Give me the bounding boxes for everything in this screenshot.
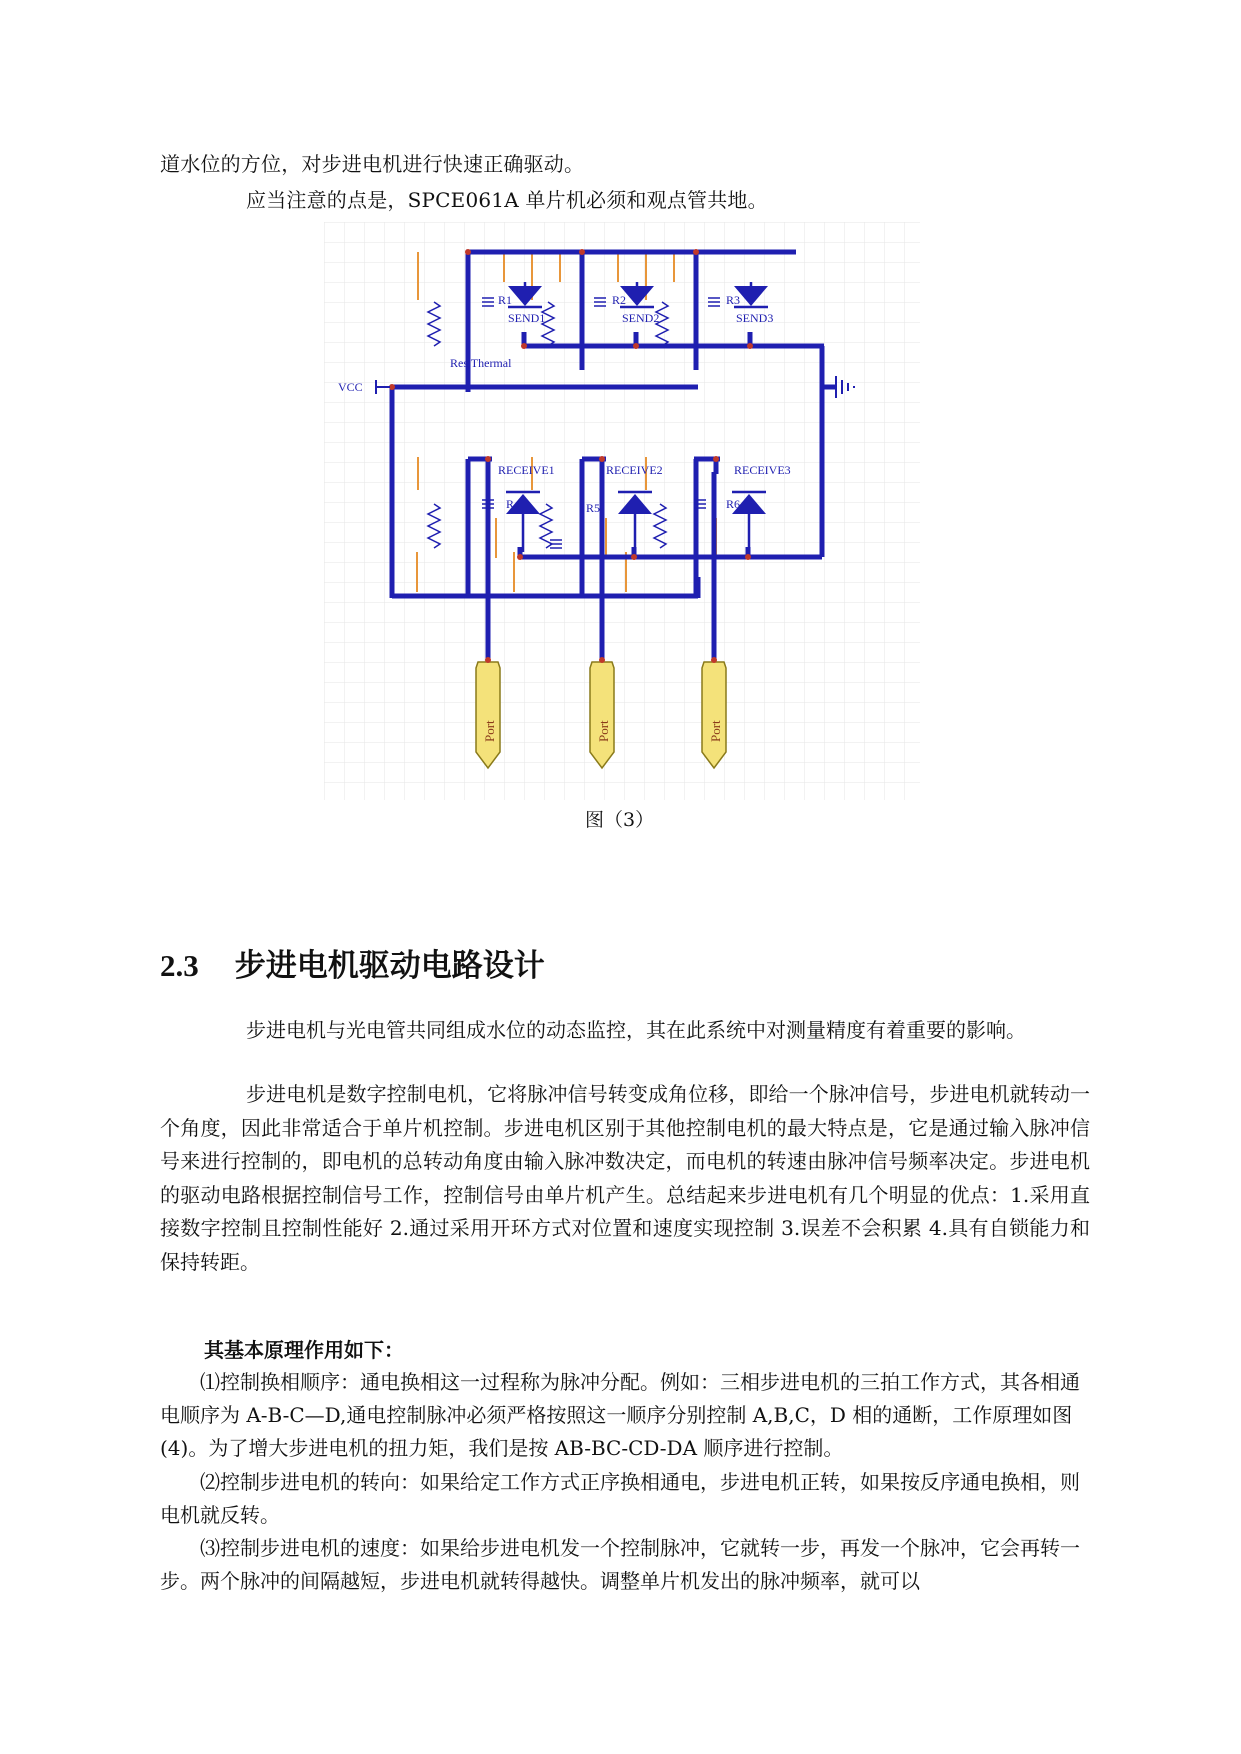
section-heading	[160, 940, 545, 985]
port-label-2: Port	[596, 720, 611, 742]
send3-label: SEND3	[736, 311, 774, 325]
intro-line-1: 道水位的方位，对步进电机进行快速正确驱动。	[160, 152, 585, 176]
send1-label: SEND1	[508, 311, 546, 325]
port-connector-1	[476, 662, 500, 768]
vcc-label: VCC	[338, 380, 363, 394]
paragraph-1	[160, 1014, 1090, 1048]
paragraph-2-text: 步进电机是数字控制电机，它将脉冲信号转变成角位移，即给一个脉冲信号，步进电机就转动一个角度，因此非常适合于单片机控制。步进电机区别于其他控制电机的最大特点是，它是通过输入脉冲信号来进行控制的，即电机的总转动角度由输入脉冲数决定，而电机的转速由脉冲信号频率决定。步进电机的驱动电路根据控制信号工作，控制信号由单片机产生。总结起来步进电机有几个明显的优点：1.采用直接数字控制且控制性能好 2.通过采用开环方式对位置和速度实现控制 3.误差不会积累 4.具有自锁能力和保持转距。	[160, 1082, 1090, 1274]
r5-label: R5	[586, 501, 601, 515]
section-number: 2.3	[160, 948, 199, 983]
section-title: 步进电机驱动电路设计	[234, 948, 545, 984]
port-label-3: Port	[708, 720, 723, 742]
paragraph-1-text: 步进电机与光电管共同组成水位的动态监控，其在此系统中对测量精度有着重要的影响。	[246, 1018, 1026, 1042]
paragraph-2	[160, 1078, 1090, 1279]
principle-item-2: ⑵控制步进电机的转向：如果给定工作方式正序换相通电，步进电机正转，如果按反序通电换相，则电机就反转。	[160, 1470, 1080, 1527]
receive2-label: RECEIVE2	[606, 463, 663, 477]
res-thermal-label: Res Thermal	[450, 356, 512, 370]
port-connector-3	[702, 662, 726, 768]
receive3-label: RECEIVE3	[734, 463, 791, 477]
principle-heading: 其基本原理作用如下：	[204, 1338, 404, 1362]
r3-label: R3	[726, 293, 741, 307]
port-connector-2	[590, 662, 614, 768]
figure-caption: 图（3）	[585, 809, 655, 831]
intro-line-2: 应当注意的点是，SPCE061A 单片机必须和观点管共地。	[246, 188, 768, 212]
r2-label: R2	[612, 293, 627, 307]
receive1-label: RECEIVE1	[498, 463, 555, 477]
r6-label: R6	[726, 497, 741, 511]
port-label-1: Port	[482, 720, 497, 742]
principle-item-1: ⑴控制换相顺序：通电换相这一过程称为脉冲分配。例如：三相步进电机的三拍工作方式，其各相通电顺序为 A-B-C—D,通电控制脉冲必须严格按照这一顺序分别控制 A,B,C，D 相的通断，工作原理如图(4)。为了增大步进电机的扭力矩，我们是按 AB-BC-CD-DA 顺序进行控制。	[160, 1370, 1080, 1460]
r1-label: R1	[498, 293, 513, 307]
send2-label: SEND2	[622, 311, 660, 325]
principle-item-3: ⑶控制步进电机的速度：如果给步进电机发一个控制脉冲，它就转一步，再发一个脉冲，它会再转一步。两个脉冲的间隔越短，步进电机就转得越快。调整单片机发出的脉冲频率，就可以	[160, 1536, 1080, 1593]
circuit-diagram	[324, 222, 920, 800]
r4-label: R4	[506, 497, 521, 511]
